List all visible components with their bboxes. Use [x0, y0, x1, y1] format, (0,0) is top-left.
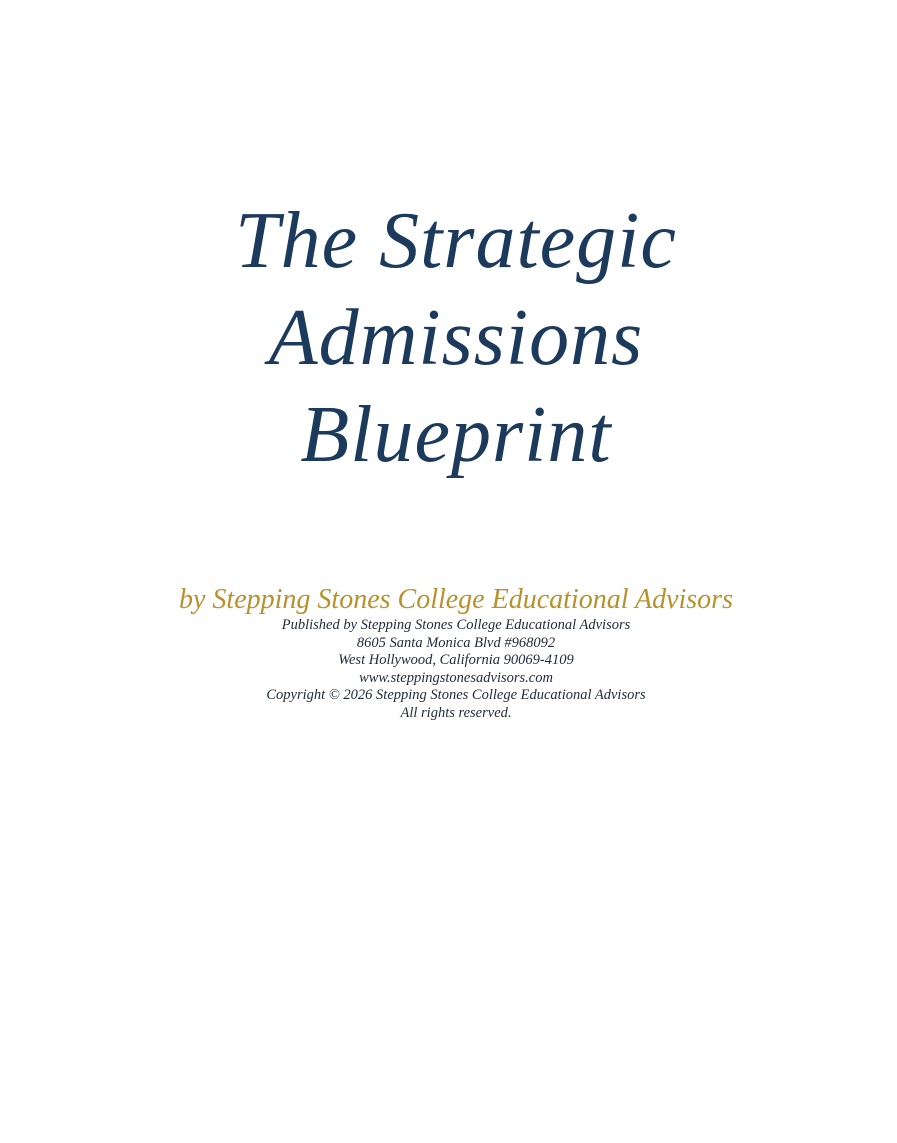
address-line-2: West Hollywood, California 90069-4109 [338, 652, 574, 668]
book-title [0, 193, 897, 484]
title-line-1: The Strategic [235, 197, 677, 285]
author-byline: by Stepping Stones College Educational Advisors [179, 584, 733, 615]
rights-line: All rights reserved. [400, 704, 512, 721]
copyright-line: Copyright © 2026 Stepping Stones College Educational Advisors [266, 687, 646, 703]
title-line-2: Admissions [268, 294, 644, 382]
address-line-1: 8605 Santa Monica Blvd #968092 [356, 634, 556, 651]
website-line: www.steppingstonesadvisors.com [359, 669, 553, 686]
title-line-3: Blueprint [300, 391, 612, 479]
published-by-line: Published by Stepping Stones College Educational Advisors [281, 617, 631, 633]
publisher-imprint [0, 617, 897, 722]
